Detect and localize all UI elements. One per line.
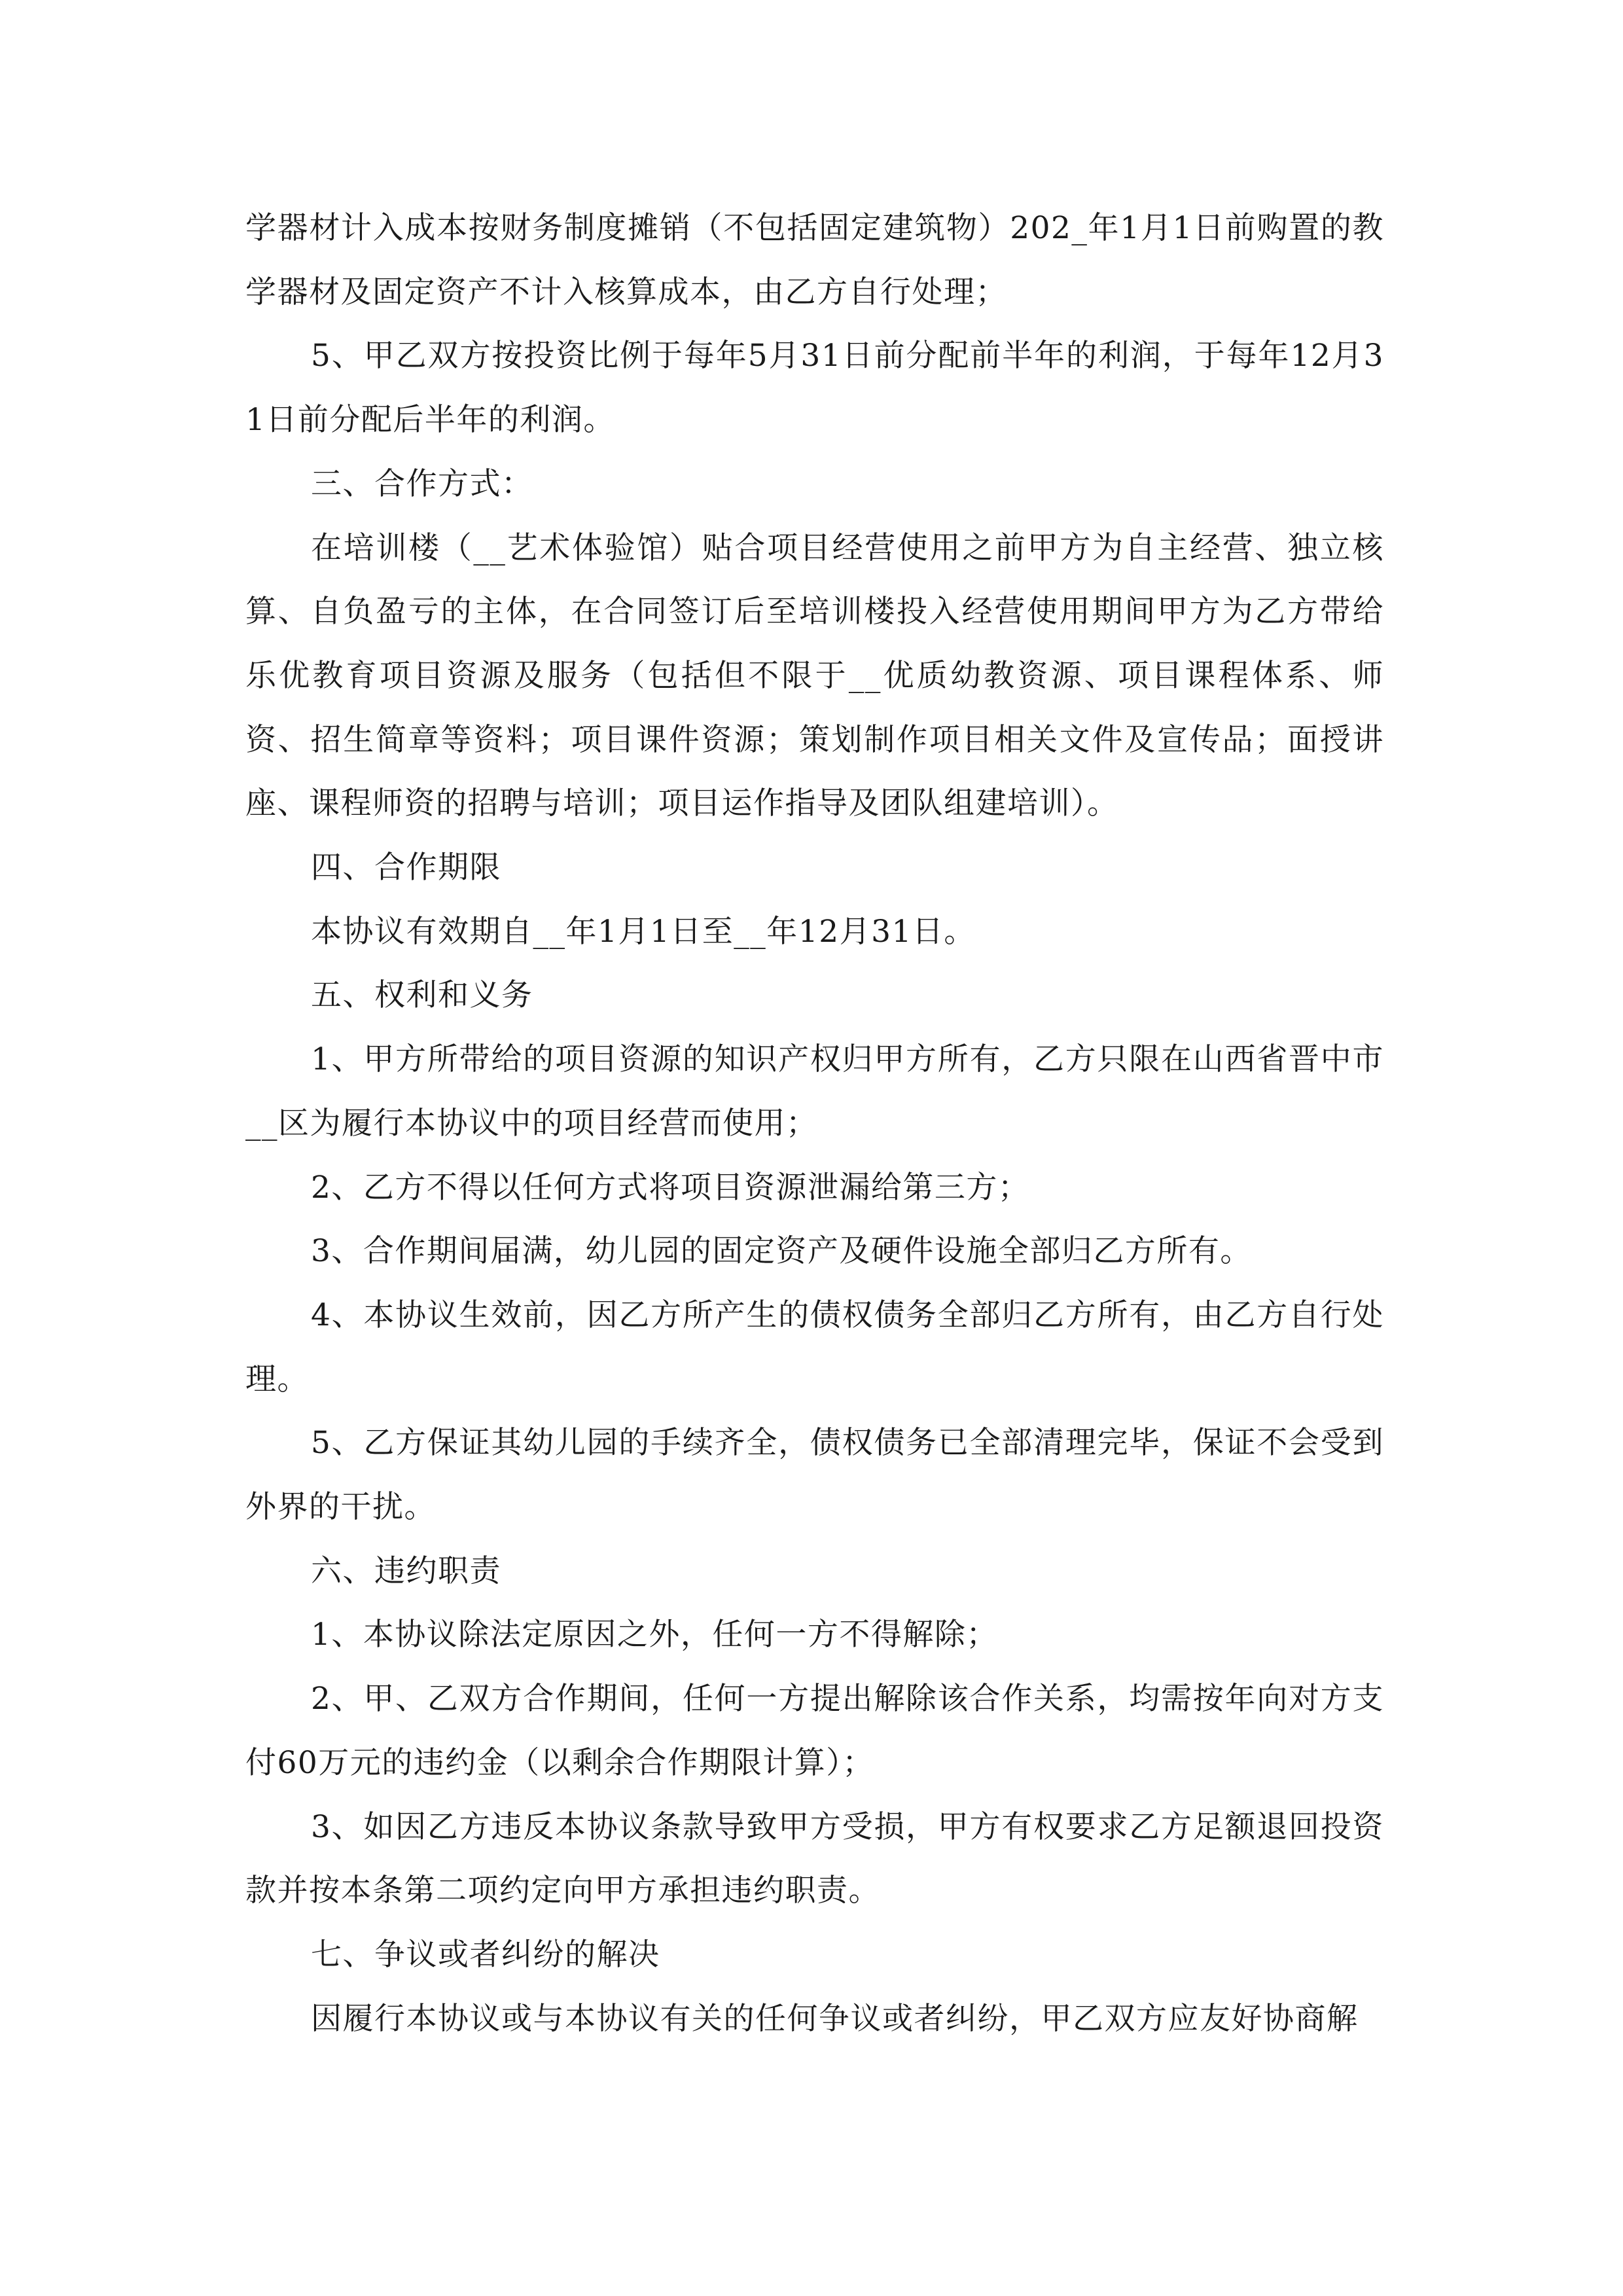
document-paragraph: 学器材计入成本按财务制度摊销（不包括固定建筑物）202_年1月1日前购置的教学器材及固定资产不计入核算成本，由乙方自行处理； [245,210,1384,310]
document-paragraph: 四、合作期限 [311,850,501,886]
document-paragraph: 2、乙方不得以任何方式将项目资源泄漏给第三方； [311,1169,1030,1206]
document-paragraph: 六、违约职责 [311,1552,501,1589]
document-body [245,196,1384,2051]
document-paragraph: 1、本协议除法定原因之外，任何一方不得解除； [311,1617,998,1653]
document-paragraph: 五、权利和义务 [311,977,533,1014]
document-paragraph: 3、如因乙方违反本协议条款导致甲方受损，甲方有权要求乙方足额退回投资款并按本条第二项约定向甲方承担违约职责。 [245,1808,1384,1909]
document-paragraph: 七、争议或者纠纷的解决 [311,1936,660,1973]
document-paragraph: 3、合作期间届满，幼儿园的固定资产及硬件设施全部归乙方所有。 [311,1233,1252,1270]
document-paragraph: 5、甲乙双方按投资比例于每年5月31日前分配前半年的利润，于每年12月31日前分配后半年的利润。 [245,338,1384,439]
document-paragraph: 4、本协议生效前，因乙方所产生的债权债务全部归乙方所有，由乙方自行处理。 [245,1297,1384,1397]
document-paragraph: 1、甲方所带给的项目资源的知识产权归甲方所有，乙方只限在山西省晋中市__区为履行本协议中的项目经营而使用； [245,1041,1384,1141]
document-paragraph: 本协议有效期自__年1月1日至__年12月31日。 [311,913,976,950]
document-paragraph: 在培训楼（__艺术体验馆）贴合项目经营使用之前甲方为自主经营、独立核算、自负盈亏的主体，在合同签订后至培训楼投入经营使用期间甲方为乙方带给乐优教育项目资源及服务（包括但不限于__优质幼教资源、项目课程体系、师资、招生简章等资料；项目课件资源；策划制作项目相关文件及宣传品；面授讲座、课程师资的招聘与培训；项目运作指导及团队组建培训）。 [245,529,1384,822]
document-paragraph: 2、甲、乙双方合作期间，任何一方提出解除该合作关系，均需按年向对方支付60万元的违约金（以剩余合作期限计算）； [245,1681,1384,1781]
document-paragraph: 因履行本协议或与本协议有关的任何争议或者纠纷，甲乙双方应友好协商解 [311,2000,1359,2037]
document-paragraph: 三、合作方式： [311,465,533,502]
document-paragraph: 5、乙方保证其幼儿园的手续齐全，债权债务已全部清理完毕，保证不会受到外界的干扰。 [245,1425,1384,1526]
